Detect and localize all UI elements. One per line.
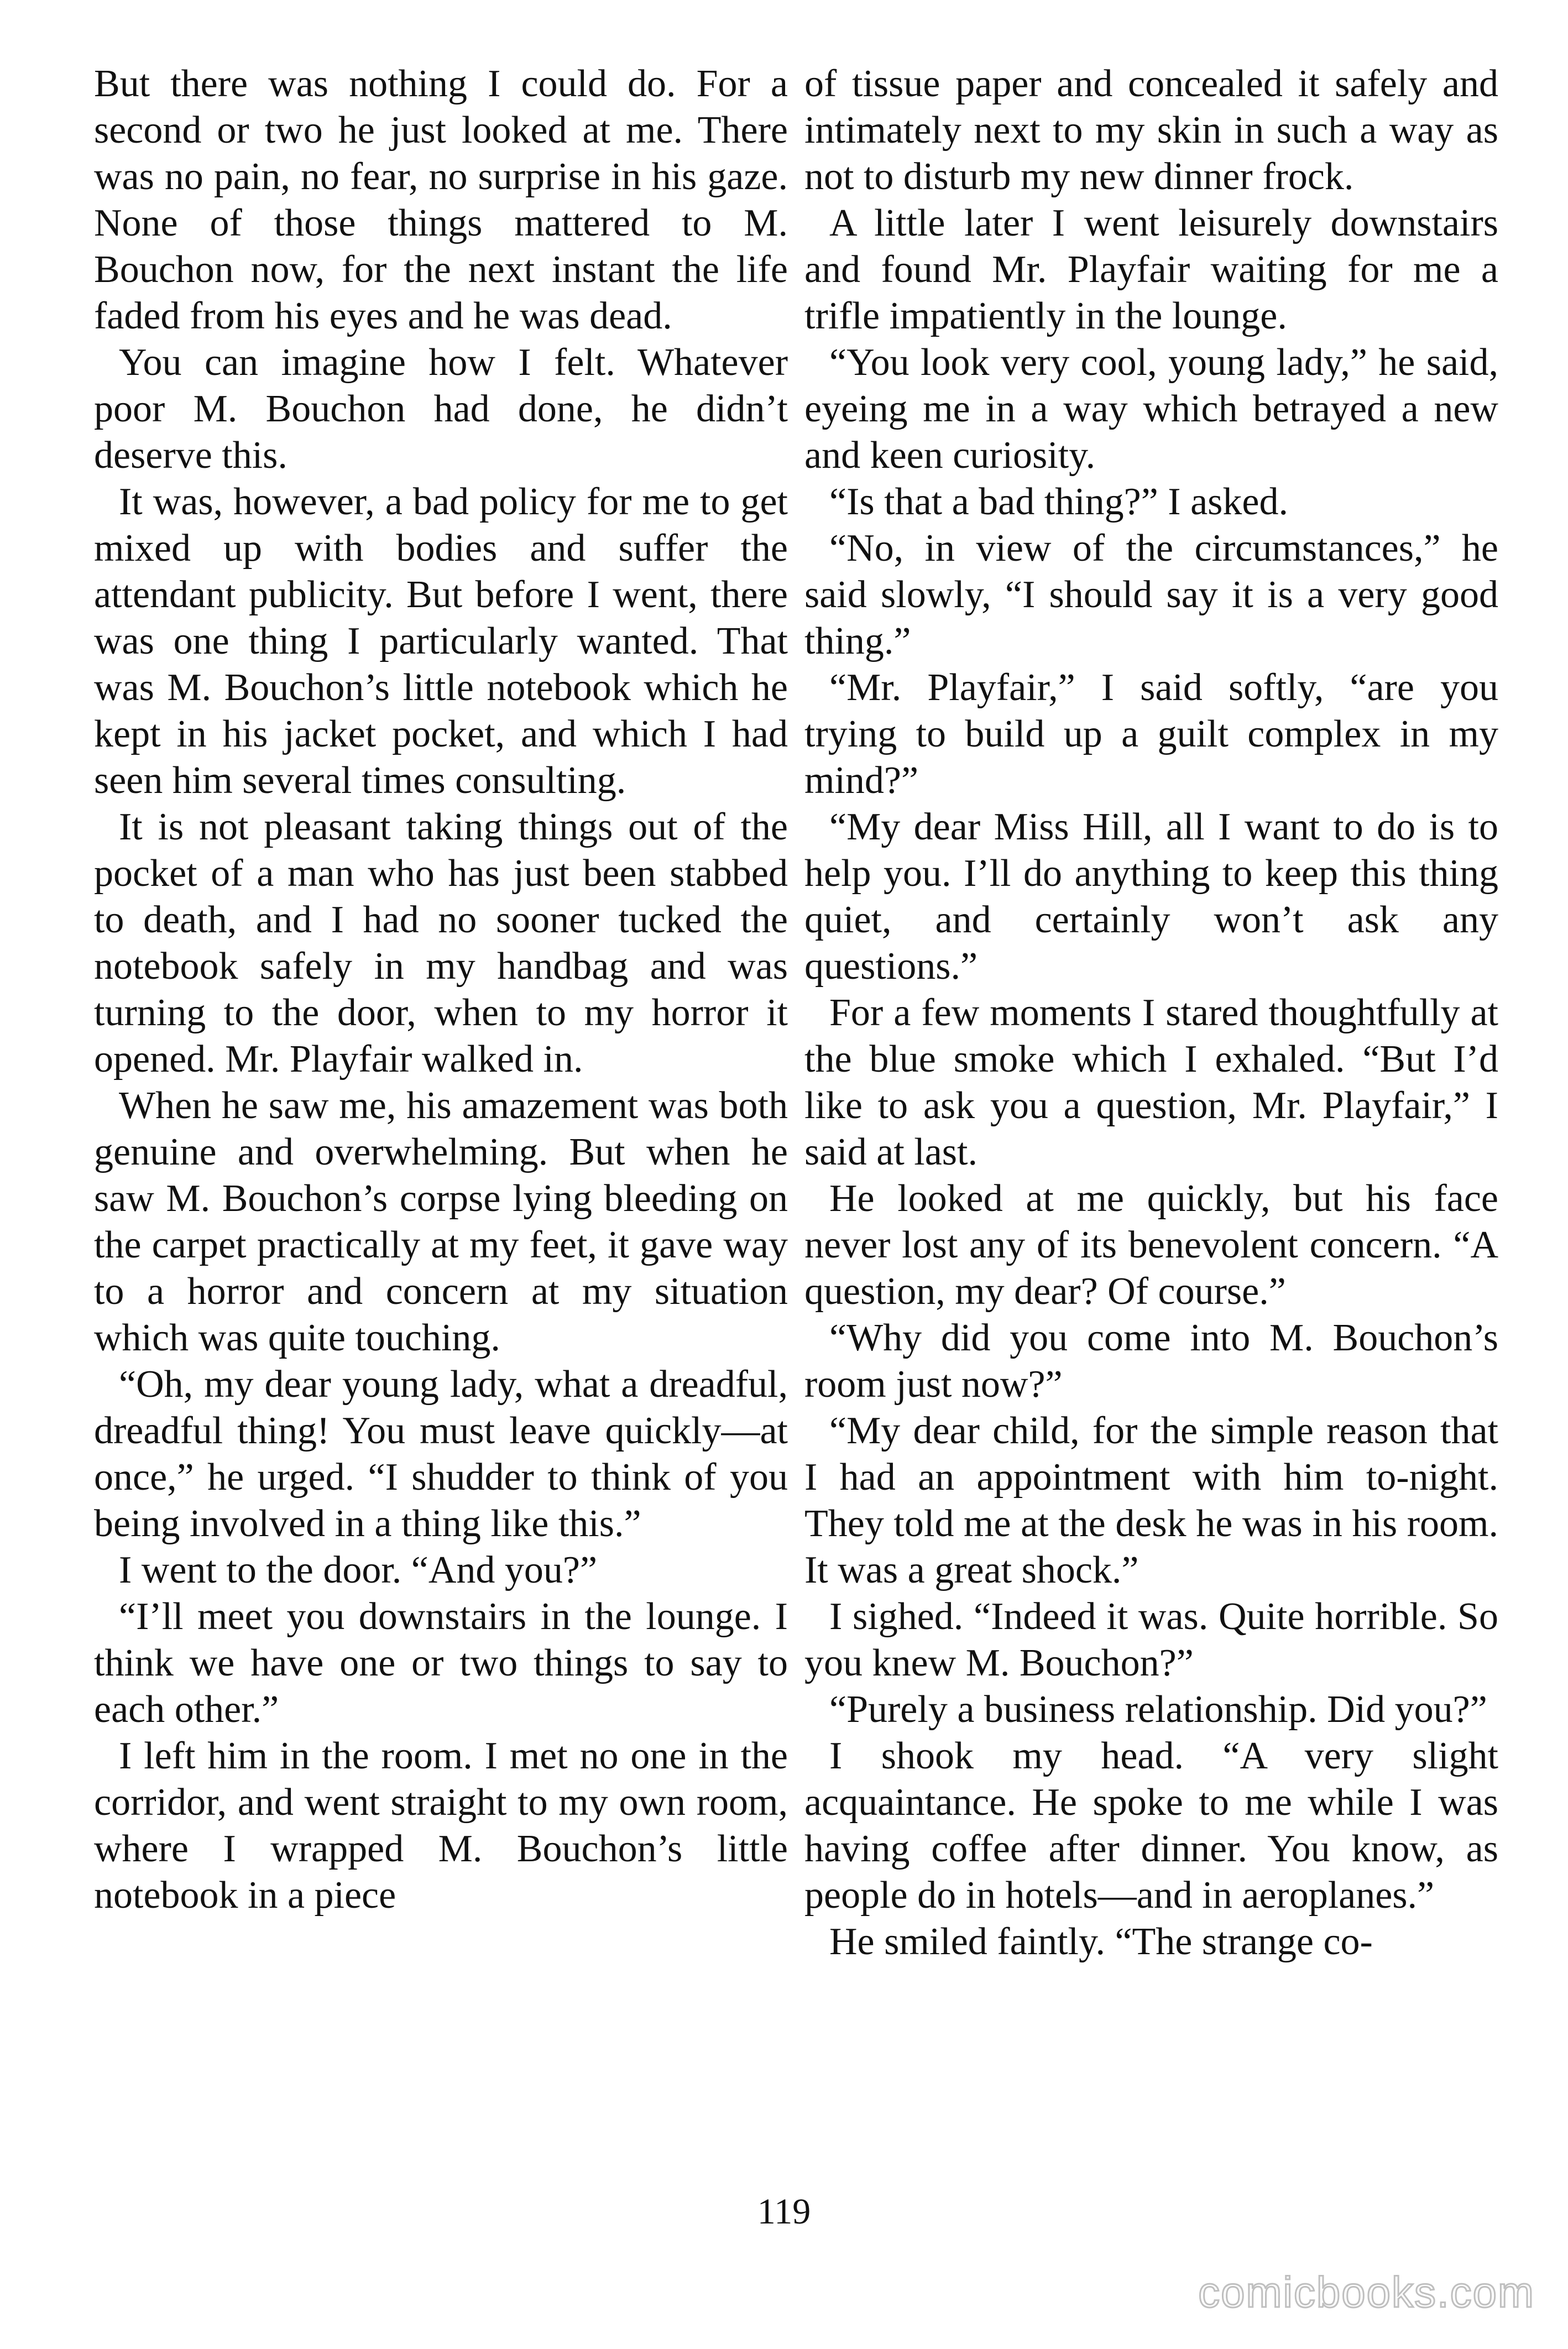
paragraph: It was, however, a bad policy for me to get mixed up with bodies and suffer the attendant publicity. But before I went, there was one thing I particularly wanted. That was M. Bouchon’s little notebook which he kept in his jacket pocket, and which I had seen him several times consulting. xyxy=(94,481,788,802)
paragraph: “My dear child, for the simple reason that I had an appointment with him to-night. They told me at the desk he was in his room. It was a great shock.” xyxy=(804,1410,1498,1591)
paragraph: “Is that a bad thing?” I asked. xyxy=(829,481,1288,523)
left-text-column xyxy=(94,61,788,1919)
paragraph: “No, in view of the circumstances,” he said slowly, “I should say it is a very good thing.” xyxy=(804,527,1498,662)
paragraph: of tissue paper and concealed it safely and intimately next to my skin in such a way as not to disturb my new dinner frock. xyxy=(804,62,1498,198)
paragraph: It is not pleasant taking things out of the pocket of a man who has just been stabbed to death, and I had no sooner tucked the notebook safely in my handbag and was turning to the door, when to my horror it opened. Mr. Playfair walked in. xyxy=(94,806,788,1080)
paragraph: I left him in the room. I met no one in the corridor, and went straight to my own room, where I wrapped M. Bouchon’s little notebook in a piece xyxy=(94,1735,788,1917)
paragraph: “You look very cool, young lady,” he said, eyeing me in a way which betrayed a new and keen curiosity. xyxy=(804,341,1498,477)
paragraph: “Why did you come into M. Bouchon’s room just now?” xyxy=(804,1317,1498,1406)
paragraph: “My dear Miss Hill, all I want to do is to help you. I’ll do anything to keep this thing quiet, and certainly won’t ask any questions.” xyxy=(804,806,1498,988)
paragraph: “Purely a business relationship. Did you?” xyxy=(829,1688,1487,1731)
paragraph: For a few moments I stared thoughtfully at the blue smoke which I exhaled. “But I’d like to ask you a question, Mr. Playfair,” I said at last. xyxy=(804,991,1498,1173)
paragraph: “Mr. Playfair,” I said softly, “are you trying to build up a guilt complex in my mind?” xyxy=(804,666,1498,802)
paragraph: I shook my head. “A very slight acquaintance. He spoke to me while I was having coffee after dinner. You know, as people do in hotels—and in aeroplanes.” xyxy=(804,1735,1498,1917)
paragraph: A little later I went leisurely downstairs and found Mr. Playfair waiting for me a trifle impatiently in the lounge. xyxy=(804,202,1498,337)
paragraph: He looked at me quickly, but his face never lost any of its benevolent concern. “A question, my dear? Of course.” xyxy=(804,1177,1498,1313)
paragraph: But there was nothing I could do. For a second or two he just looked at me. There was no pain, no fear, no surprise in his gaze. None of those things mattered to M. Bouchon now, for the next instant the life faded from his eyes and he was dead. xyxy=(94,62,788,337)
page-number: 119 xyxy=(757,2191,811,2232)
paragraph: When he saw me, his amazement was both genuine and overwhelming. But when he saw M. Bouchon’s corpse lying bleeding on the carpet practically at my feet, it gave way to a horror and concern at my situation which was quite touching. xyxy=(94,1084,788,1359)
right-text-column xyxy=(804,61,1498,1965)
paragraph: I sighed. “Indeed it was. Quite horrible. So you knew M. Bouchon?” xyxy=(804,1595,1498,1684)
paragraph: “Oh, my dear young lady, what a dreadful, dreadful thing! You must leave quickly—at once,” he urged. “I shudder to think of you being involved in a thing like this.” xyxy=(94,1363,788,1545)
watermark-logo: comicbooks.com xyxy=(1198,2268,1535,2316)
paragraph: He smiled faintly. “The strange co- xyxy=(829,1920,1373,1963)
paragraph: “I’ll meet you downstairs in the lounge. I think we have one or two things to say to each other.” xyxy=(94,1595,788,1731)
paragraph: I went to the door. “And you?” xyxy=(119,1549,598,1591)
paragraph: You can imagine how I felt. Whatever poor M. Bouchon had done, he didn’t deserve this. xyxy=(94,341,788,477)
